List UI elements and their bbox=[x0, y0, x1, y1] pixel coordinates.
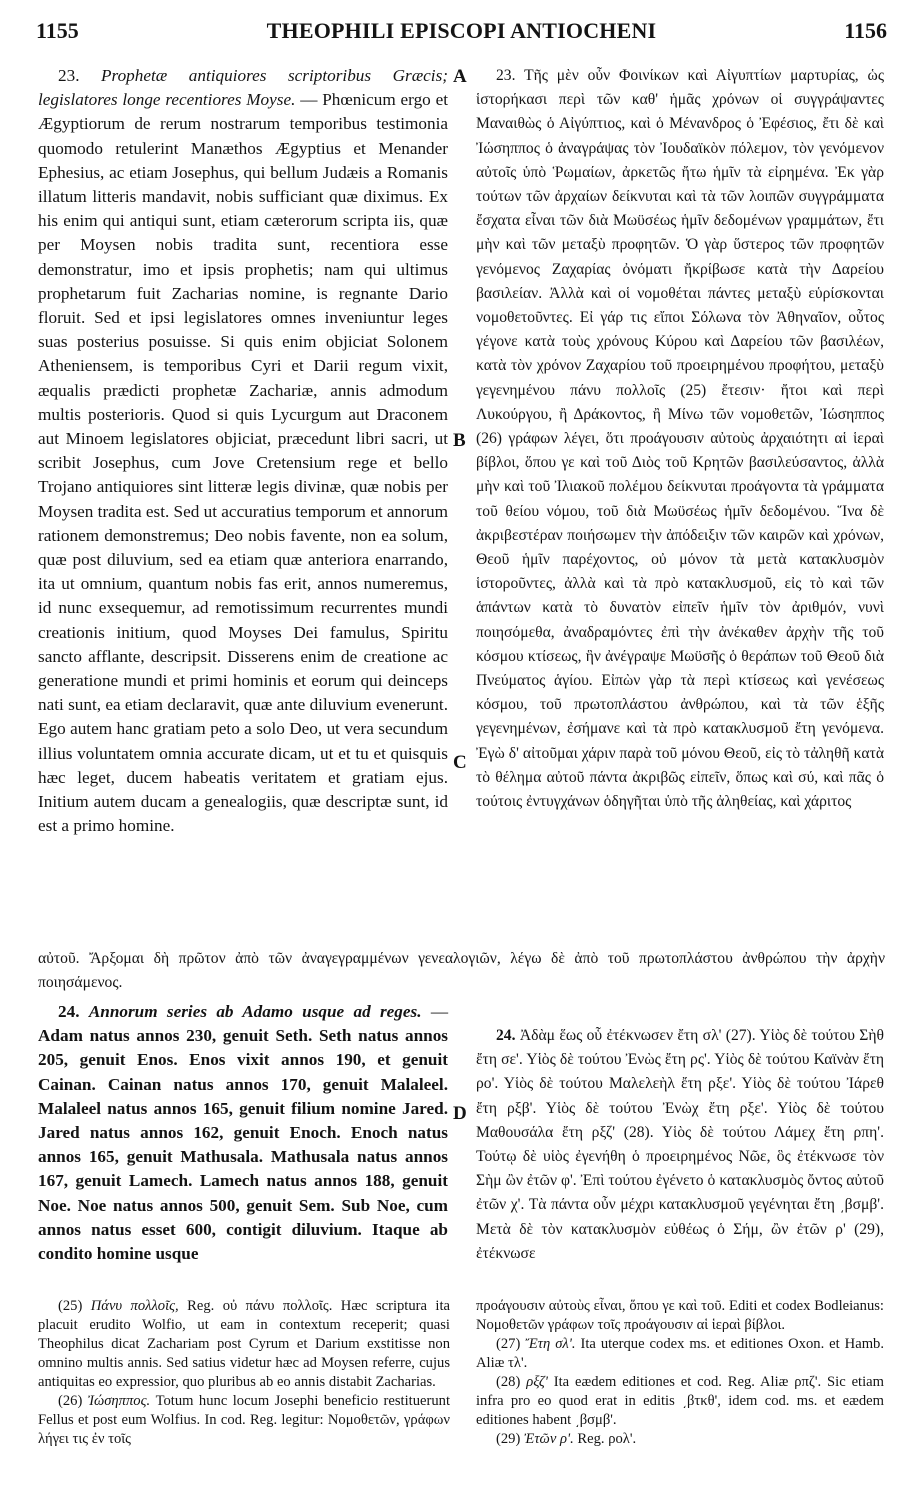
margin-marker-d: D bbox=[453, 1103, 467, 1124]
section-number: 24. bbox=[58, 1002, 80, 1021]
footnote-28 bbox=[476, 1373, 884, 1430]
greek-text: Ἀδὰμ ἕως οὗ ἐτέκνωσεν ἔτη σλ' (27). Υἱὸς δὲ τούτου Σὴθ ἔτη σε'. Υἱὸς δὲ τούτου Ἐνὼς ἔτη ρς'. Υἱὸς δὲ τούτου Καϊνὰν ἔτη ρο'. Υἱὸς δὲ τούτου Μαλελεὴλ ἔτη ρξε'. Υἱὸς δὲ τούτου Ἰάρεθ ἔτη ρξβ'. Υἱὸς δὲ τούτου Ἐνὼχ ἔτη ρξε'. Υἱὸς δὲ τούτου Μαθουσάλα ἔτη ρξζ' (28). Υἱὸς δὲ τούτου Λάμεχ ἔτη ρπη'. Τούτῳ δὲ υἱὸς ἐγενήθη ὁ προειρημένος Νῶε, ὃς ἐτέκνωσε τὸν Σὴμ ὢν ἐτῶν φ'. Ἐπὶ τούτου ἐγένετο ὁ κατακλυσμὸς ὄντος αὐτοῦ ἐτῶν χ'. Τὰ πάντα οὖν μέχρι κατακλυσμοῦ γεγένηται ἔτη ͵βσμβ'. Μετὰ δὲ τὸν κατακλυσμὸν εὐθέως ὁ Σήμ, ὢν ἐτῶν ρ' (29), ἐτέκνωσε bbox=[476, 1027, 884, 1262]
footnote-text: Reg. ρολ'. bbox=[577, 1431, 637, 1447]
margin-marker-c: C bbox=[453, 752, 467, 773]
greek-paragraph-sec23 bbox=[476, 64, 884, 814]
latin-paragraph-sec23 bbox=[38, 64, 448, 839]
section-heading: Prophetæ antiquiores scriptoribus Græcis; legislatores longe recentiores Moyse. bbox=[38, 66, 448, 110]
margin-marker-b: B bbox=[453, 430, 466, 451]
section-heading: Annorum series ab Adamo usque ad reges. bbox=[88, 1002, 422, 1021]
footnote-text: Ita eædem editiones et cod. Reg. Aliæ ρπζ'. Sic etiam infra pro eo quod erat in editis ͵βτκθ', idem cod. ms. et eædem editiones habent ͵βσμβ'. bbox=[476, 1374, 884, 1428]
greek-column-sec23 bbox=[476, 64, 884, 814]
footnotes-right bbox=[476, 1297, 884, 1449]
footnote-number: (25) bbox=[58, 1298, 83, 1314]
section-number: 23. bbox=[496, 67, 516, 84]
footnote-number: (29) bbox=[496, 1431, 521, 1447]
section-number: 24. bbox=[496, 1027, 516, 1044]
footnote-number: (28) bbox=[496, 1374, 521, 1390]
footnote-text: Totum hunc locum Josephi beneficio restituerunt Fellus et post eum Wolfius. In cod. Reg. legitur: Νομοθετῶν, γράφων λήγει τις ἐν τοῖς bbox=[38, 1393, 451, 1447]
footnote-25 bbox=[38, 1297, 450, 1392]
footnote-29 bbox=[476, 1430, 884, 1449]
footnote-number: (26) bbox=[58, 1393, 83, 1409]
greek-text: Τῆς μὲν οὖν Φοινίκων καὶ Αἰγυπτίων μαρτυρίας, ὡς ἱστορήκασι περὶ τῶν καθ' ἡμᾶς χρόνων οἱ συγγράψαντες Μαναιθὼς ὁ Αἰγύπτιος, καὶ ὁ Μένανδρος ὁ Ἐφέσιος, ἔτι δὲ καὶ Ἰώσηππος ὁ ἀναγράψας τὸν Ἰουδαϊκὸν πόλεμον, τὸν γενόμενον αὐτοῖς ὑπὸ Ῥωμαίων, ἀρκετῶς ἤτω ἡμῖν τὰ εἰρημένα. Ἐκ γὰρ τούτων τῶν ἀρχαίων δείκνυται καὶ τὰ τῶν λοιπῶν συγγράμματα ἔσχατα εἶναι τῶν διὰ Μωϋσέως ἡμῖν δεδομένων γραμμάτων, ἔτι μὴν καὶ τῶν μεταξὺ προφητῶν. Ὁ γὰρ ὕστερος τῶν προφητῶν γενόμενος Ζαχαρίας ὀνόματι ἤκρίβωσε κατὰ τὴν Δαρείου βασιλείαν. Ἀλλὰ καὶ οἱ νομοθέται πάντες μεταξὺ εὑρίσκονται νομοθετοῦντες. Εἰ γάρ τις εἴποι Σόλωνα τὸν Ἀθηναῖον, οὗτος γέγονε κατὰ τοὺς χρόνους Κύρου καὶ Δαρείου τῶν βασιλέων, κατὰ τὸν χρόνον Ζαχαρίου τοῦ προειρημένου προφήτου, μεταξὺ γεγενημένου πάνυ πολλοῖς (25) ἔτεσιν· ἤτοι καὶ περὶ Λυκούργου, ἢ Δράκοντος, ἢ Μίνω τῶν νομοθετῶν, Ἰώσηππος (26) γράφων λέγει, ὅτι προάγουσιν αὐτοὺς ἀρχαιότητι αἱ ἱεραὶ βίβλοι, ὅπου γε καὶ τοῦ Διὸς τοῦ Κρητῶν βασιλεύσαντος, ἀλλὰ μὴν καὶ τοῦ Ἰλιακοῦ πολέμου δείκνυται προάγοντα τὰ γράμματα τοῦ θείου νόμου, τοῦ διὰ Μωϋσέως ἡμῖν δεδομένου. Ἵνα δὲ ἀκριβεστέραν ποιήσωμεν τὴν ἀπόδειξιν τῶν καιρῶν καὶ χρόνων, Θεοῦ ἡμῖν παρέχοντος, οὐ μόνον τὰ μετὰ κατακλυσμὸν ἱστοροῦντες, ἀλλὰ καὶ τὰ πρὸ κατακλυσμοῦ, εἰς τὸ καὶ τῶν ἁπάντων κατὰ τὸ δυνατὸν εἰπεῖν ἡμῖν τὸν ἀριθμόν, νυνὶ ποιησόμεθα, ἀναδραμόντες ἐπὶ τὴν ἀνέκαθεν ἀρχὴν τῆς τοῦ κόσμου κτίσεως, ἣν ἀνέγραψε Μωϋσῆς ὁ θεράπων τοῦ Θεοῦ διὰ Πνεύματος ἁγίου. Εἰπὼν γὰρ τὰ περὶ κτίσεως καὶ γενέσεως κόσμου, τοῦ πρωτοπλάστου ἀνθρώπου, καὶ τὰ τῶν ἑξῆς γεγενημένων, ἐσήμανε καὶ τὰ πρὸ κατακλυσμοῦ ἔτη γενόμενα. Ἐγὼ δ' αἰτοῦμαι χάριν παρὰ τοῦ μόνου Θεοῦ, εἰς τὸ τἀληθῆ κατὰ τὸ θέλημα αὐτοῦ πάντα ἀκριβῶς εἰπεῖν, ὅπως καὶ σύ, καὶ πᾶς ὁ τούτοις ἐντυγχάνων ὁδηγῆται ὑπὸ τῆς ἀληθείας, καὶ χάριτος bbox=[476, 67, 884, 811]
footnote-text: Ita uterque codex ms. et editiones Oxon. et Hamb. Aliæ τλ'. bbox=[476, 1336, 884, 1371]
footnote-26 bbox=[38, 1392, 450, 1449]
footnote-lemma: Ἔτη σλ'. bbox=[525, 1336, 576, 1352]
latin-text: Adam natus annos 230, genuit Seth. Seth natus annos 205, genuit Enos. Enos vixit annos 190, et genuit Cainan. Cainan natus annos 170, genuit Malaleel. Malaleel natus annos 165, genuit filium nomine Jared. Jared natus annos 162, genuit Enoch. Enoch natus annos 165, genuit Mathusala. Mathusala natus annos 167, genuit Lamech. Lamech natus annos 188, genuit Noe. Noe natus annos 500, genuit Sem. Sub Noe, cum annos natus esset 600, contigit diluvium. Itaque ab condito homine usque bbox=[38, 1026, 448, 1264]
greek-column-sec24 bbox=[476, 1024, 884, 1266]
footnote-number: (27) bbox=[496, 1336, 521, 1352]
margin-marker-a: A bbox=[453, 66, 467, 87]
footnote-27 bbox=[476, 1335, 884, 1373]
footnote-lemma: Πάνυ πολλοῖς, bbox=[90, 1298, 179, 1314]
latin-paragraph-sec24 bbox=[38, 1000, 448, 1266]
footnote-26-continuation: προάγουσιν αὐτοὺς εἶναι, ὅπου γε καὶ τοῦ. Editi et codex Bodleianus: Νομοθετῶν γράφων τοῖς προάγουσιν αἱ ἱεραὶ βίβλοι. bbox=[476, 1298, 884, 1333]
footnote-lemma: Ἰώσηππος. bbox=[87, 1393, 151, 1409]
section-number: 23. bbox=[58, 66, 80, 85]
heading-dash: — bbox=[421, 1002, 449, 1021]
footnote-text: Reg. οὐ πάνυ πολλοῖς. Hæc scriptura ita placuit erudito Wolfio, ut eam in contextum receperit; quasi Theophilus dicat Zachariam post Cyrum et Darium exstitisse non omnino multis annis. Sed satius videtur hæc ad Moysen referre, cujus antiquitas eo expressior, quo pluribus ab eo annis distabit Zacharias. bbox=[38, 1298, 450, 1390]
page-number-left: 1155 bbox=[36, 18, 79, 43]
greek-paragraph-sec24 bbox=[476, 1024, 884, 1266]
latin-column-sec24 bbox=[38, 1000, 448, 1266]
footnote-lemma: ρξζ' bbox=[526, 1374, 548, 1390]
latin-text: — Phœnicum ergo et Ægyptiorum de rerum nostrarum temporibus testimonia quomodo retulerint Manæthos Ægyptius et Menander Ephesius, ac etiam Josephus, qui bellum Judæis a Romanis illatum litteris mandavit, nobis sufficiant quæ diximus. Ex his enim qui antiqui sunt, etiam cæterorum scripta iis, quæ per Moysen nobis tradita sunt, recentiora esse demonstratur, imo et ipsis prophetis; nam qui ultimus prophetarum fuit Zacharias nomine, is regnante Dario floruit. Sed et ipsi legislatores omnes inveniuntur leges suas posterius posuisse. Si quis enim objiciat Solonem Atheniensem, is temporibus Cyri et Darii regum vixit, æqualis prædicti prophetæ Zachariæ, annis admodum multis posterioris. Quod si quis Lycurgum aut Draconem aut Minoem legislatores objiciat, præcedunt libri sacri, ut scribit Josephus, cum Jove Cretensium rege et bello Trojano antiquiores sint litteræ legis divinæ, quæ nobis per Moysen tradita est. Sed ut accuratius temporum et annorum rationem demonstremus; Deo nobis favente, non ea solum, quæ post diluvium, sed ea etiam quæ anteriora enarrando, ita ut omnium, quantum nobis fas erit, annos numeremus, id nunc exsequemur, ad remotissimum recurrentes mundi creationis initium, quod Moyses Dei famulus, Spiritu sancto afflante, descripsit. Disserens enim de creatione ac generatione mundi et primi hominis et eorum qui deinceps nati sunt, ea etiam declaravit, quæ ante diluvium evenerunt. Ego autem hanc gratiam peto a solo Deo, ut vera secundum illius voluntatem omnia accurate dicam, ut et tu et quisquis hæc leget, ducem habeatis veritatem et gratiam ejus. Initium autem ducam a genealogiis, quæ descriptæ sunt, id est a primo homine. bbox=[38, 90, 449, 836]
footnote-lemma: Ἐτῶν ρ'. bbox=[523, 1431, 574, 1447]
footnotes-left bbox=[38, 1297, 450, 1449]
running-header bbox=[30, 14, 893, 48]
greek-fullwidth-continuation: αὐτοῦ. Ἄρξομαι δὴ πρῶτον ἀπὸ τῶν ἀναγεγραμμένων γενεαλογιῶν, λέγω δὲ ἀπὸ τοῦ πρωτοπλάστου ἀνθρώπου τὴν ἀρχὴν ποιησάμενος. bbox=[38, 950, 885, 992]
latin-column-sec23 bbox=[38, 64, 448, 839]
running-title: THEOPHILI EPISCOPI ANTIOCHENI bbox=[266, 18, 657, 43]
page-number-right: 1156 bbox=[844, 18, 887, 43]
